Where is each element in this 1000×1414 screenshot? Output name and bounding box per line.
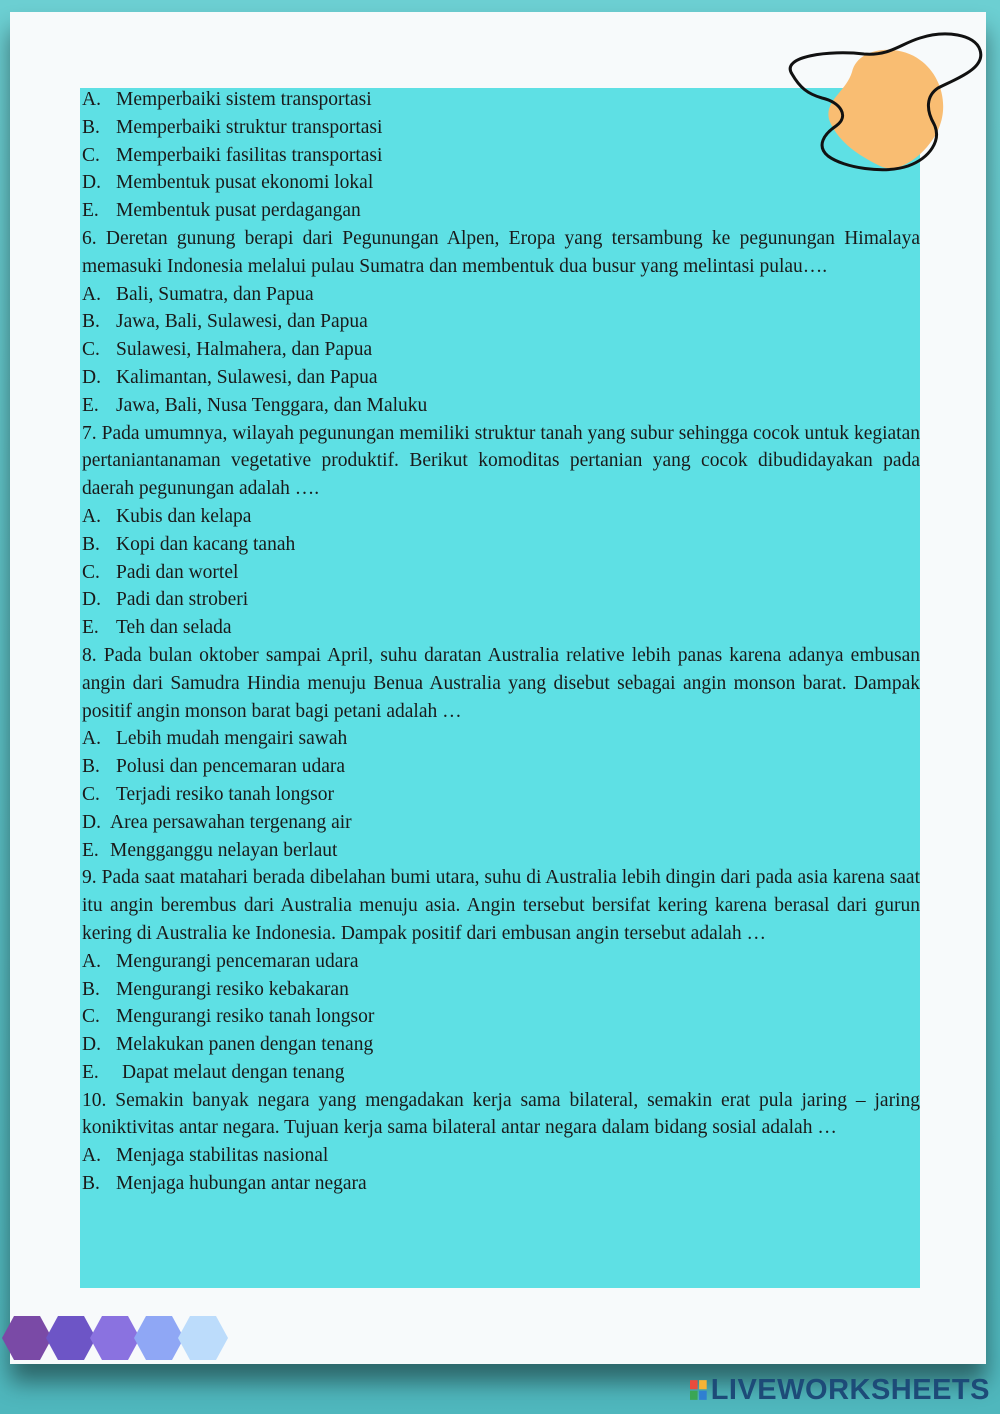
option-text: Kopi dan kacang tanah (116, 533, 296, 555)
question-block (82, 864, 920, 1086)
option-letter: D. (82, 366, 101, 388)
option-text: Memperbaiki sistem transportasi (116, 89, 372, 110)
option-letter: B. (82, 1173, 100, 1195)
option-text: Terjadi resiko tanah longsor (116, 783, 334, 805)
option-text: Bali, Sumatra, dan Papua (116, 283, 314, 305)
option-letter: E. (82, 200, 99, 222)
option-a[interactable] (82, 503, 920, 531)
question-number: 6. (82, 227, 97, 249)
option-text: Kubis dan kelapa (116, 505, 252, 527)
option-a[interactable] (82, 948, 920, 976)
option-letter: D. (82, 589, 101, 611)
option-letter: E. (82, 839, 99, 861)
option-d[interactable] (82, 1031, 920, 1059)
option-letter: B. (82, 756, 100, 778)
option-letter: B. (82, 116, 100, 138)
option-b[interactable] (82, 753, 920, 781)
option-letter: B. (82, 311, 100, 333)
option-text: Jawa, Bali, Nusa Tenggara, dan Maluku (116, 394, 428, 416)
option-b[interactable] (82, 531, 920, 559)
question-body: Pada saat matahari berada dibelahan bumi utara, suhu di Australia lebih dingin dari pada asia karena saat itu angin berembus dari Australia menuju asia. Angin tersebut bersifat kering karena berasal dari gurun kering di Australia ke Indonesia. Dampak positif dari embusan angin tersebut adalah … (82, 867, 921, 944)
option-e[interactable] (82, 837, 920, 865)
option-c[interactable] (82, 781, 920, 809)
option-text: Menjaga hubungan antar negara (116, 1173, 367, 1195)
option-text: Menjaga stabilitas nasional (116, 1145, 329, 1167)
option-text: Jawa, Bali, Sulawesi, dan Papua (116, 311, 368, 333)
option-text: Padi dan wortel (116, 561, 239, 583)
option-letter: A. (82, 728, 101, 750)
option-a[interactable] (82, 725, 920, 753)
option-text: Mengurangi pencemaran udara (116, 950, 359, 972)
option-letter: B. (82, 533, 100, 555)
option-d[interactable] (82, 809, 920, 837)
option-c[interactable] (82, 1003, 920, 1031)
question-number: 8. (82, 644, 97, 666)
option-text: Polusi dan pencemaran udara (116, 756, 346, 778)
option-c[interactable] (82, 142, 920, 170)
option-b[interactable] (82, 976, 920, 1004)
option-e[interactable] (82, 1059, 920, 1087)
option-c[interactable] (82, 559, 920, 587)
option-a[interactable] (82, 281, 920, 309)
liveworksheets-brand[interactable] (690, 1372, 990, 1408)
option-text: Kalimantan, Sulawesi, dan Papua (116, 366, 378, 388)
option-letter: C. (82, 144, 100, 166)
option-text: Lebih mudah mengairi sawah (116, 728, 348, 750)
question-number: 7. (82, 422, 97, 444)
question-body: Pada bulan oktober sampai April, suhu daratan Australia relative lebih panas karena adanya embusan angin dari Samudra Hindia menuju Benua Australia yang disebut sebagai angin monson barat. Dampak positif angin monson barat bagi petani adalah … (82, 644, 921, 722)
question-body: Semakin banyak negara yang mengadakan kerja sama bilateral, semakin erat pula jaring – jaring koniktivitas antar negara. Tujuan kerja sama bilateral antar negara dalam bidang sosial adalah … (82, 1089, 920, 1139)
liveworksheets-logo-icon (690, 1377, 707, 1403)
option-e[interactable] (82, 614, 920, 642)
option-text: Dapat melaut dengan tenang (122, 1061, 345, 1083)
option-text: Membentuk pusat perdagangan (116, 200, 361, 222)
option-b[interactable] (82, 1170, 920, 1198)
brand-name: LIVEWORKSHEETS (710, 1373, 990, 1406)
question-block (82, 225, 920, 420)
option-b[interactable] (82, 308, 920, 336)
option-d[interactable] (82, 586, 920, 614)
question-number: 10. (82, 1089, 107, 1111)
option-a[interactable] (82, 86, 920, 114)
option-letter: A. (82, 950, 101, 972)
question-text (82, 642, 920, 725)
option-text: Melakukan panen dengan tenang (116, 1034, 374, 1056)
question-text (82, 864, 920, 947)
option-letter: D. (82, 1034, 101, 1056)
question-block (82, 1087, 920, 1198)
question-block (82, 420, 920, 642)
option-c[interactable] (82, 336, 920, 364)
option-letter: A. (82, 505, 101, 527)
option-text: Mengurangi resiko kebakaran (116, 978, 349, 1000)
option-letter: C. (82, 561, 100, 583)
option-d[interactable] (82, 169, 920, 197)
option-letter: B. (82, 978, 100, 1000)
option-letter: D. (82, 811, 101, 833)
option-d[interactable] (82, 364, 920, 392)
option-text: Mengganggu nelayan berlaut (110, 839, 338, 861)
question-block (82, 86, 920, 225)
option-letter: E. (82, 1061, 99, 1083)
question-text (82, 225, 920, 281)
option-e[interactable] (82, 392, 920, 420)
option-b[interactable] (82, 114, 920, 142)
option-text: Memperbaiki fasilitas transportasi (116, 144, 383, 166)
question-text (82, 1087, 920, 1143)
question-body: Deretan gunung berapi dari Pegunungan Alpen, Eropa yang tersambung ke pegunungan Himalaya memasuki Indonesia melalui pulau Sumatra dan membentuk dua busur yang melintasi pulau…. (82, 227, 920, 277)
option-text: Padi dan stroberi (116, 589, 249, 611)
option-text: Membentuk pusat ekonomi lokal (116, 172, 374, 194)
option-letter: C. (82, 783, 100, 805)
option-letter: C. (82, 339, 100, 361)
option-e[interactable] (82, 197, 920, 225)
option-text: Area persawahan tergenang air (110, 811, 352, 833)
option-letter: E. (82, 394, 99, 416)
question-list (82, 86, 920, 1198)
option-text: Teh dan selada (116, 617, 232, 639)
option-text: Sulawesi, Halmahera, dan Papua (116, 339, 373, 361)
question-number: 9. (82, 867, 97, 889)
option-text: Mengurangi resiko tanah longsor (116, 1006, 375, 1028)
option-letter: D. (82, 172, 101, 194)
question-body: Pada umumnya, wilayah pegunungan memiliki struktur tanah yang subur sehingga cocok untuk kegiatan pertaniantanaman vegetative produktif. Berikut komoditas pertanian yang cocok dibudidayakan pada daerah pegunungan adalah …. (82, 422, 920, 500)
option-text: Memperbaiki struktur transportasi (116, 116, 383, 138)
option-letter: A. (82, 89, 101, 110)
option-letter: A. (82, 283, 101, 305)
option-a[interactable] (82, 1142, 920, 1170)
option-letter: E. (82, 617, 99, 639)
question-block (82, 642, 920, 864)
option-letter: C. (82, 1006, 100, 1028)
option-letter: A. (82, 1145, 101, 1167)
decorative-hexagons-icon (0, 1310, 240, 1370)
question-text (82, 420, 920, 503)
